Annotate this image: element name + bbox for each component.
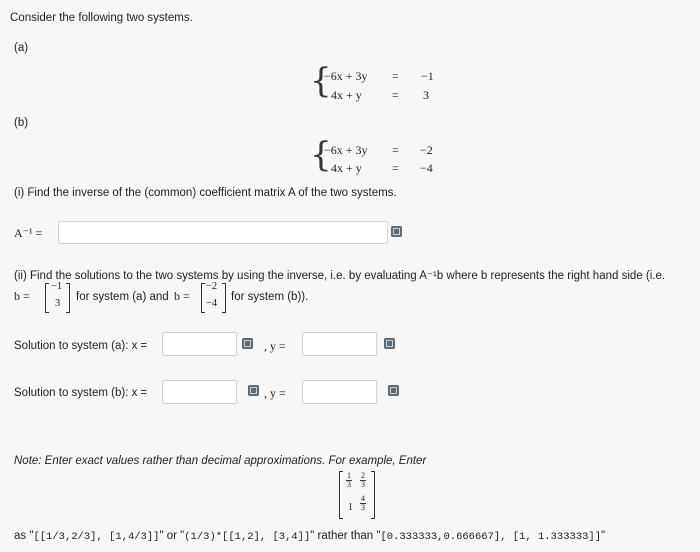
b-vector-a-entry-1: −1 xyxy=(51,281,63,292)
system-b-eq2-rhs: −4 xyxy=(420,161,433,175)
system-a-eq2-rhs: 3 xyxy=(423,88,429,102)
solution-b-label: Solution to system (b): x = xyxy=(14,387,148,399)
b-vector-b-entry-1: −2 xyxy=(206,281,218,292)
system-b-eq2-lhs: 4x + y xyxy=(331,161,362,175)
solution-a-label: Solution to system (a): x = xyxy=(14,340,148,352)
system-a-eq1-rhs: −1 xyxy=(421,69,434,83)
example-matrix-entry-22: $\frac{4}{3}$ xyxy=(361,494,365,512)
b-vector-b-left-bracket xyxy=(201,283,205,313)
inverse-label: A⁻¹ = xyxy=(14,226,43,240)
example-matrix-entry-12: $\frac{2}{3}$ xyxy=(361,471,365,489)
example-matrix-right-bracket xyxy=(371,471,375,519)
solution-a-y-input[interactable] xyxy=(302,332,377,356)
solution-b-y-input[interactable] xyxy=(302,380,377,404)
b-vector-a-entry-2: 3 xyxy=(55,298,61,309)
system-a-eq1-op: = xyxy=(392,69,399,83)
system-a-eq1-lhs: −6x + 3y xyxy=(324,69,368,83)
matrix-entry-icon[interactable] xyxy=(384,338,395,349)
inverse-matrix-input[interactable] xyxy=(58,221,388,244)
example-matrix-entry-21: 1 xyxy=(348,502,353,513)
b-vector-b-entry-2: −4 xyxy=(206,298,218,309)
for-system-a-text: for system (a) and xyxy=(76,291,169,303)
system-a-eq2-lhs: 4x + y xyxy=(331,88,362,102)
matrix-entry-icon[interactable] xyxy=(388,385,399,396)
example-matrix-entry-11: $\frac{1}{3}$ xyxy=(347,471,351,489)
example-matrix-left-bracket xyxy=(339,471,343,519)
b-vector-a-right-bracket xyxy=(66,283,70,313)
b-vector-a-label: b = xyxy=(14,289,30,303)
system-b-brace: { xyxy=(310,135,332,175)
system-b-eq1-op: = xyxy=(392,143,399,157)
b-vector-a-left-bracket xyxy=(45,283,49,313)
matrix-entry-icon[interactable] xyxy=(248,385,259,396)
part-b-label: (b) xyxy=(14,117,29,129)
solution-a-x-input[interactable] xyxy=(162,332,237,356)
solution-b-x-input[interactable] xyxy=(162,380,237,404)
system-b-eq2-op: = xyxy=(392,161,399,175)
system-a-eq2-op: = xyxy=(392,88,399,102)
solution-a-y-label: , y = xyxy=(264,339,286,353)
b-vector-b-right-bracket xyxy=(222,283,226,313)
b-vector-b-label: b = xyxy=(174,289,190,303)
system-a-brace: { xyxy=(310,61,332,101)
question-ii-text: (ii) Find the solutions to the two systems by using the inverse, i.e. by evaluating A⁻¹b where b represents the right hand side (i.e. xyxy=(14,270,666,282)
note-text: Note: Enter exact values rather than decimal approximations. For example, Enter xyxy=(14,455,427,467)
intro-text: Consider the following two systems. xyxy=(10,12,193,24)
matrix-entry-icon[interactable] xyxy=(242,338,253,349)
part-a-label: (a) xyxy=(14,42,29,54)
solution-b-y-label: , y = xyxy=(264,386,286,400)
note-example-line: as "[[1/3,2/3], [1,4/3]]" or "(1/3)*[[1,2], [3,4]]" rather than "[0.333333,0.666667], [1, 1.333333]]" xyxy=(14,530,606,543)
for-system-b-text: for system (b)). xyxy=(231,291,309,303)
question-i-text: (i) Find the inverse of the (common) coefficient matrix A of the two systems. xyxy=(14,187,397,199)
matrix-entry-icon[interactable] xyxy=(391,226,402,237)
system-b-eq1-lhs: −6x + 3y xyxy=(324,143,368,157)
system-b-eq1-rhs: −2 xyxy=(420,143,433,157)
